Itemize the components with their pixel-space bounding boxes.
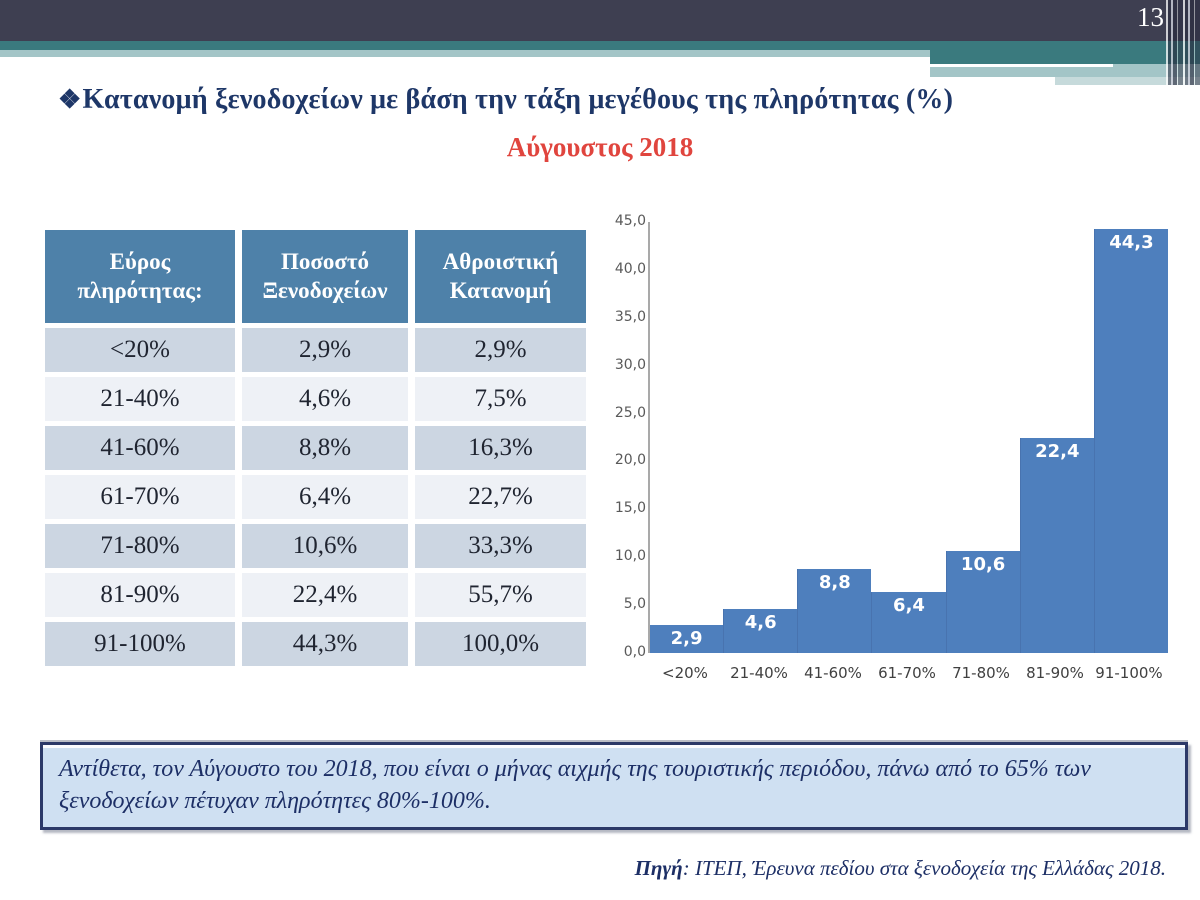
table-cell: 41-60% [45,426,235,470]
top-banner-teal-bar [0,41,1200,50]
bar-value-label: 8,8 [818,571,851,593]
x-axis-category-label: 41-60% [804,664,862,682]
bar-chart-plot [648,222,1168,653]
table-cell: 21-40% [45,377,235,421]
table-cell: 81-90% [45,573,235,617]
table-cell: 4,6% [242,377,408,421]
table-cell: 2,9% [242,328,408,372]
occupancy-table [45,230,586,666]
slide-title-text: Κατανομή ξενοδοχείων με βάση την τάξη μεγέθους της πληρότητας (%) [82,84,954,115]
table-cell: 16,3% [415,426,586,470]
bar-value-label: 2,9 [670,628,703,650]
table-cell: 100,0% [415,622,586,666]
source-label: Πηγή [634,856,683,880]
table-cell: 10,6% [242,524,408,568]
y-axis-tick-label: 45,0 [614,213,646,229]
bar-value-label: 44,3 [1109,231,1154,253]
x-axis-category-label: 21-40% [730,664,788,682]
bar-value-label: 22,4 [1035,441,1080,463]
page-number: 13 [1137,2,1164,32]
bar-<20% [650,625,723,653]
y-axis-tick-label: 30,0 [614,356,646,373]
bar-91-100% [1094,229,1168,653]
top-banner-white-line [930,64,1113,67]
table-cell: 2,9% [415,328,586,372]
x-axis-category-label: 61-70% [878,664,936,682]
y-axis-tick-label: 25,0 [614,404,646,421]
bar-21-40% [723,609,797,653]
corner-vertical-stripes-decoration [1166,0,1200,85]
slide-title [58,84,1168,116]
table-cell: 91-100% [45,622,235,666]
table-cell: 71-80% [45,524,235,568]
table-header-cell: Εύρος πληρότητας: [45,230,235,323]
y-axis-tick-label: 5,0 [623,596,646,613]
table-header-cell: Αθροιστική Κατανομή [415,230,586,323]
y-axis-tick-label: 20,0 [614,452,646,469]
y-axis-tick-label: 35,0 [614,308,646,325]
table-cell: 44,3% [242,622,408,666]
top-banner-navy-bar [0,0,1200,41]
y-axis-tick-label: 40,0 [614,260,646,277]
bar-value-label: 10,6 [960,554,1006,576]
table-cell: <20% [45,328,235,372]
summary-note-text: Αντίθετα, τον Αύγουστο του 2018, που είναι ο μήνας αιχμής της τουριστικής περιόδου, πάνω από το 65% των ξενοδοχείων πέτυχαν πληρότητες 80%-100%. [59,756,1091,815]
table-cell: 22,4% [242,573,408,617]
bar-61-70% [871,592,945,653]
slide-subtitle: Αύγουστος 2018 [506,132,694,162]
diamond-bullet-icon: ❖ [58,85,82,114]
source-text: : ΙΤΕΠ, Έρευνα πεδίου στα ξενοδοχεία της Ελλάδας 2018. [682,856,1166,880]
x-axis-category-label: <20% [662,664,708,682]
y-axis-tick-label: 0,0 [623,644,646,660]
table-header-cell: Ποσοστό Ξενοδοχείων [242,230,408,323]
source-line [635,856,1166,881]
x-axis-category-label: 81-90% [1026,664,1084,682]
table-cell: 22,7% [415,475,586,519]
top-banner-teal-right-extension [930,50,1200,64]
bar-value-label: 4,6 [744,611,777,633]
summary-note-box [40,742,1188,830]
table-cell: 8,8% [242,426,408,470]
table-cell: 6,4% [242,475,408,519]
table-cell: 33,3% [415,524,586,568]
bar-81-90% [1020,438,1094,653]
table-cell: 61-70% [45,475,235,519]
bar-71-80% [946,551,1020,653]
x-axis-category-label: 91-100% [1095,664,1163,682]
table-cell: 55,7% [415,573,586,617]
chart-x-axis-labels [648,664,1166,682]
bar-41-60% [797,569,871,653]
y-axis-tick-label: 15,0 [614,500,646,517]
table-cell: 7,5% [415,377,586,421]
x-axis-category-label: 71-80% [952,664,1010,682]
y-axis-tick-label: 10,0 [614,548,646,565]
top-banner-light-teal-left [0,50,930,57]
bar-value-label: 6,4 [893,594,925,616]
